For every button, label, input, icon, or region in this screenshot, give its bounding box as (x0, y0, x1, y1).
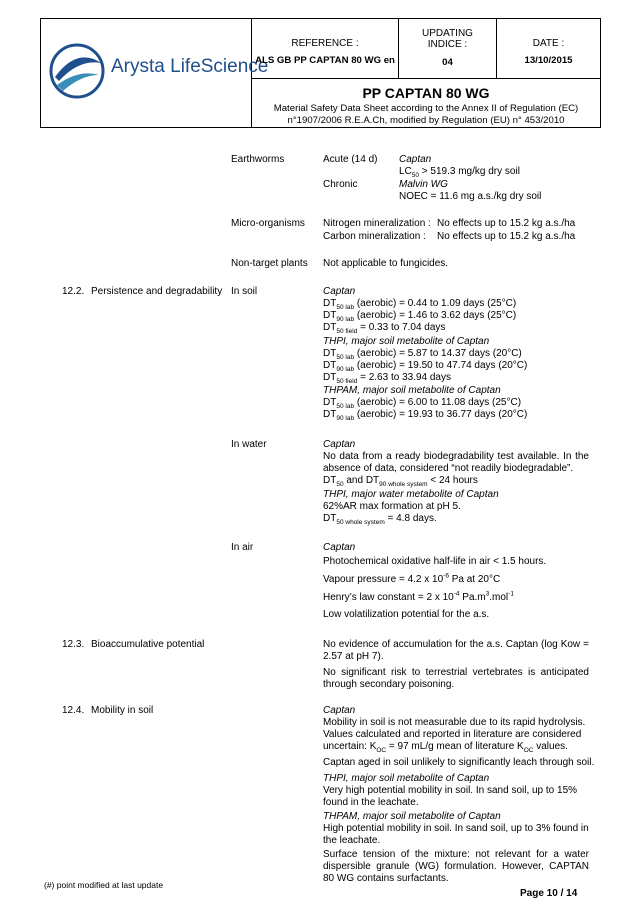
mobility-line-5: Very high potential mobility in soil. In sand soil, up to 15% (323, 785, 578, 796)
water-text: No data from a ready biodegradability test available. In the absence of data, considered “not readily biodegradable”. (323, 451, 589, 474)
soil-thpi-label: THPI, major soil metabolite of Captan (323, 336, 490, 347)
nitrogen-value: No effects up to 15.2 kg a.s./ha (437, 218, 576, 229)
section-12-4-title: Mobility in soil (91, 705, 154, 716)
mobility-line-7: High potential mobility in soil. In sand soil, up to 3% found in (323, 823, 589, 834)
soil-dt-8: $DT_{90 lab}$ (aerobic) = 19.93 to 36.77 days (20°C) (323, 409, 528, 422)
subtitle-line-1: Material Safety Data Sheet according to the Annex II of Regulation (EC) (273, 103, 579, 114)
in-soil-label: In soil (231, 286, 258, 297)
page-number: Page 10 / 14 (520, 888, 578, 899)
date-label: DATE : (532, 38, 565, 49)
section-12-2-number: 12.2. (62, 286, 85, 297)
air-henry-constant: Henry’s law constant = 2 x $10^{-4}$ $Pa.m^3.mol^{-1}$ (323, 590, 514, 603)
section-12-2-title: Persistence and degradability (91, 286, 223, 297)
updating-label-2: INDICE : (427, 39, 468, 50)
water-ar: 62%AR max formation at pH 5. (323, 501, 461, 512)
company-name: Arysta LifeScience (111, 56, 269, 77)
malvin-label: Malvin WG (399, 179, 448, 190)
earthworms-label: Earthworms (231, 154, 285, 165)
mobility-captan: Captan (323, 705, 356, 716)
non-target-plants-label: Non-target plants (231, 258, 308, 269)
date-cell (497, 19, 600, 79)
micro-organisms-label: Micro-organisms (231, 218, 305, 229)
soil-dt-7: $DT_{50 lab}$ (aerobic) = 6.00 to 11.08 days (25°C) (323, 397, 522, 410)
mobility-line-2: Values calculated and reported in literature are considered (323, 729, 582, 740)
document-header (40, 18, 601, 128)
mobility-thpi-label: THPI, major soil metabolite of Captan (323, 773, 490, 784)
air-vapour-pressure: Vapour pressure = 4.2 x $10^{-6}$ Pa at 20°C (323, 572, 501, 585)
soil-dt-3: $DT_{50 field} = 0.33$ to 7.04 days (323, 322, 446, 335)
logo-cell (41, 19, 269, 127)
company-logo-icon (47, 41, 107, 101)
soil-captan: Captan (323, 286, 356, 297)
subtitle-line-2: n°1907/2006 R.E.A.Ch, modified by Regulation (EU) n° 453/2010 (287, 115, 565, 126)
air-captan: Captan (323, 542, 356, 553)
title-cell (252, 79, 600, 127)
updating-value: 04 (442, 57, 453, 68)
soil-dt-5: $DT_{90 lab}$ (aerobic) = 19.50 to 47.74 days (20°C) (323, 360, 528, 373)
date-value: 13/10/2015 (524, 55, 573, 66)
bioaccum-text-2: No significant risk to terrestrial vertebrates is anticipated through secondary poisoning. (323, 667, 589, 690)
section-12-4-number: 12.4. (62, 705, 85, 716)
water-thpi-label: THPI, major water metabolite of Captan (323, 489, 499, 500)
mobility-thpam-label: THPAM, major soil metabolite of Captan (323, 811, 501, 822)
bioaccum-text-1: No evidence of accumulation for the a.s. Captan (log Kow = 2.57 at pH 7). (323, 639, 589, 662)
carbon-value: No effects up to 15.2 kg a.s./ha (437, 231, 576, 242)
section-12-3-title: Bioaccumulative potential (91, 639, 205, 650)
mobility-line-3: uncertain: $K_{OC} = 97$ mL/g mean of literature $K_{OC}$ values. (323, 741, 568, 754)
mobility-line-9: Surface tension of the mixture: not relevant for a water dispersible granule (WG) formulation. However, CAPTAN 80 WG contains surfactants. (323, 849, 589, 884)
water-dt: $DT_{50}$ and $DT_{90 whole system} < 24$ hours (323, 475, 478, 488)
nitrogen-label: Nitrogen mineralization : (323, 218, 431, 229)
carbon-label: Carbon mineralization : (323, 231, 426, 242)
captan-label: Captan (399, 154, 432, 165)
mobility-line-6: found in the leachate. (323, 797, 419, 808)
mobility-line-4: Captan aged in soil unlikely to significantly leach through soil. (323, 757, 595, 768)
water-captan: Captan (323, 439, 356, 450)
product-name: PP CAPTAN 80 WG (362, 85, 490, 101)
acute-label: Acute (14 d) (323, 154, 378, 165)
section-12-3-number: 12.3. (62, 639, 85, 650)
soil-dt-6: $DT_{50 field} = 2.63$ to 33.94 days (323, 372, 451, 385)
in-air-label: In air (231, 542, 254, 553)
soil-dt-4: $DT_{50 lab}$ (aerobic) = 5.87 to 14.37 days (20°C) (323, 348, 522, 361)
air-volatilization: Low volatilization potential for the a.s. (323, 609, 490, 620)
updating-cell (399, 19, 497, 79)
mobility-line-8: the leachate. (323, 835, 381, 846)
soil-dt-2: $DT_{90 lab}$ (aerobic) = 1.46 to 3.62 days (25°C) (323, 310, 517, 323)
updating-label-1: UPDATING (422, 28, 473, 39)
soil-thpam-label: THPAM, major soil metabolite of Captan (323, 385, 501, 396)
non-target-plants-value: Not applicable to fungicides. (323, 258, 449, 269)
lc50-value: $LC_{50} > 519.3$ mg/kg dry soil (399, 166, 520, 179)
noec-value: NOEC = 11.6 mg a.s./kg dry soil (399, 191, 542, 202)
reference-cell (252, 19, 399, 79)
footer-note: (#) point modified at last update (44, 880, 164, 890)
chronic-label: Chronic (323, 179, 358, 190)
water-dt-2: $DT_{50 whole system} = 4.8$ days. (323, 513, 437, 526)
air-half-life: Photochemical oxidative half-life in air < 1.5 hours. (323, 556, 547, 567)
mobility-line-1: Mobility in soil is not measurable due to its rapid hydrolysis. (323, 717, 586, 728)
reference-value: ALS GB PP CAPTAN 80 WG en (255, 55, 395, 66)
soil-dt-1: $DT_{50 lab}$ (aerobic) = 0.44 to 1.09 days (25°C) (323, 298, 517, 311)
reference-label: REFERENCE : (291, 38, 359, 49)
in-water-label: In water (231, 439, 267, 450)
